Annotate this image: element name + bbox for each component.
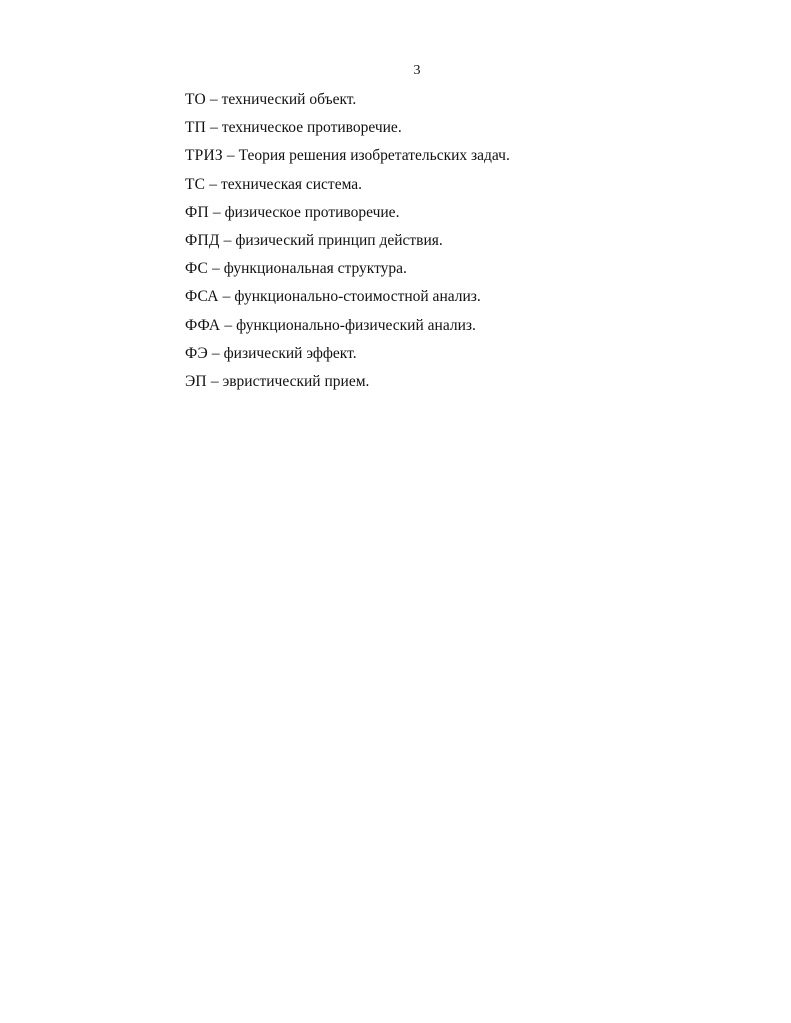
- abbreviation-term: ФФА: [185, 316, 221, 334]
- abbreviation-definition: техническая система.: [220, 175, 363, 193]
- abbreviation-term: ФП: [185, 203, 209, 221]
- abbreviation-definition: функционально-стоимостной анализ.: [234, 288, 481, 306]
- abbreviation-term: ФСА: [185, 288, 219, 306]
- abbreviation-item-fs: [185, 257, 745, 285]
- abbreviation-definition: Теория решения изобретательских задач.: [238, 147, 510, 165]
- abbreviation-list: [185, 88, 745, 398]
- abbreviation-dash: –: [209, 175, 217, 193]
- abbreviation-definition: техническое противоречие.: [221, 119, 402, 137]
- abbreviation-dash: –: [211, 260, 220, 278]
- abbreviation-dash: –: [210, 372, 219, 390]
- abbreviation-dash: –: [224, 316, 233, 334]
- abbreviation-item-to: [185, 88, 745, 116]
- abbreviation-term: ЭП: [185, 372, 207, 390]
- abbreviation-dash: –: [211, 344, 220, 362]
- abbreviation-item-triz: [185, 144, 745, 172]
- abbreviation-definition: физическое противоречие.: [224, 203, 400, 221]
- abbreviation-dash: –: [212, 203, 221, 221]
- abbreviation-dash: –: [226, 147, 235, 165]
- abbreviation-definition: эвристический прием.: [222, 372, 370, 390]
- abbreviation-item-fp: [185, 201, 745, 229]
- abbreviation-definition: физический эффект.: [223, 344, 357, 362]
- page-number: 3: [413, 63, 421, 78]
- abbreviation-dash: –: [209, 91, 218, 108]
- abbreviation-term: ТРИЗ: [185, 147, 223, 165]
- abbreviation-definition: технический объект.: [221, 91, 357, 108]
- abbreviation-term: ФЭ: [185, 344, 208, 362]
- abbreviation-item-tp: [185, 116, 745, 144]
- abbreviation-item-fsa: [185, 285, 745, 313]
- abbreviation-term: ТП: [185, 119, 207, 137]
- abbreviation-item-ts: [185, 173, 745, 201]
- abbreviation-item-ffa: [185, 314, 745, 342]
- abbreviation-definition: физический принцип действия.: [235, 231, 443, 249]
- abbreviation-term: ФПД: [185, 231, 220, 249]
- abbreviation-dash: –: [223, 231, 232, 249]
- abbreviation-term: ТС: [185, 175, 206, 193]
- abbreviation-dash: –: [210, 119, 218, 137]
- abbreviation-term: ТО: [185, 91, 206, 108]
- abbreviation-definition: функционально-физический анализ.: [236, 316, 476, 334]
- abbreviation-item-fpd: [185, 229, 745, 257]
- abbreviation-term: ФС: [185, 260, 208, 278]
- abbreviation-definition: функциональная структура.: [223, 260, 407, 278]
- abbreviation-item-ep: [185, 370, 745, 398]
- abbreviation-item-fe: [185, 342, 745, 370]
- abbreviation-dash: –: [222, 288, 231, 306]
